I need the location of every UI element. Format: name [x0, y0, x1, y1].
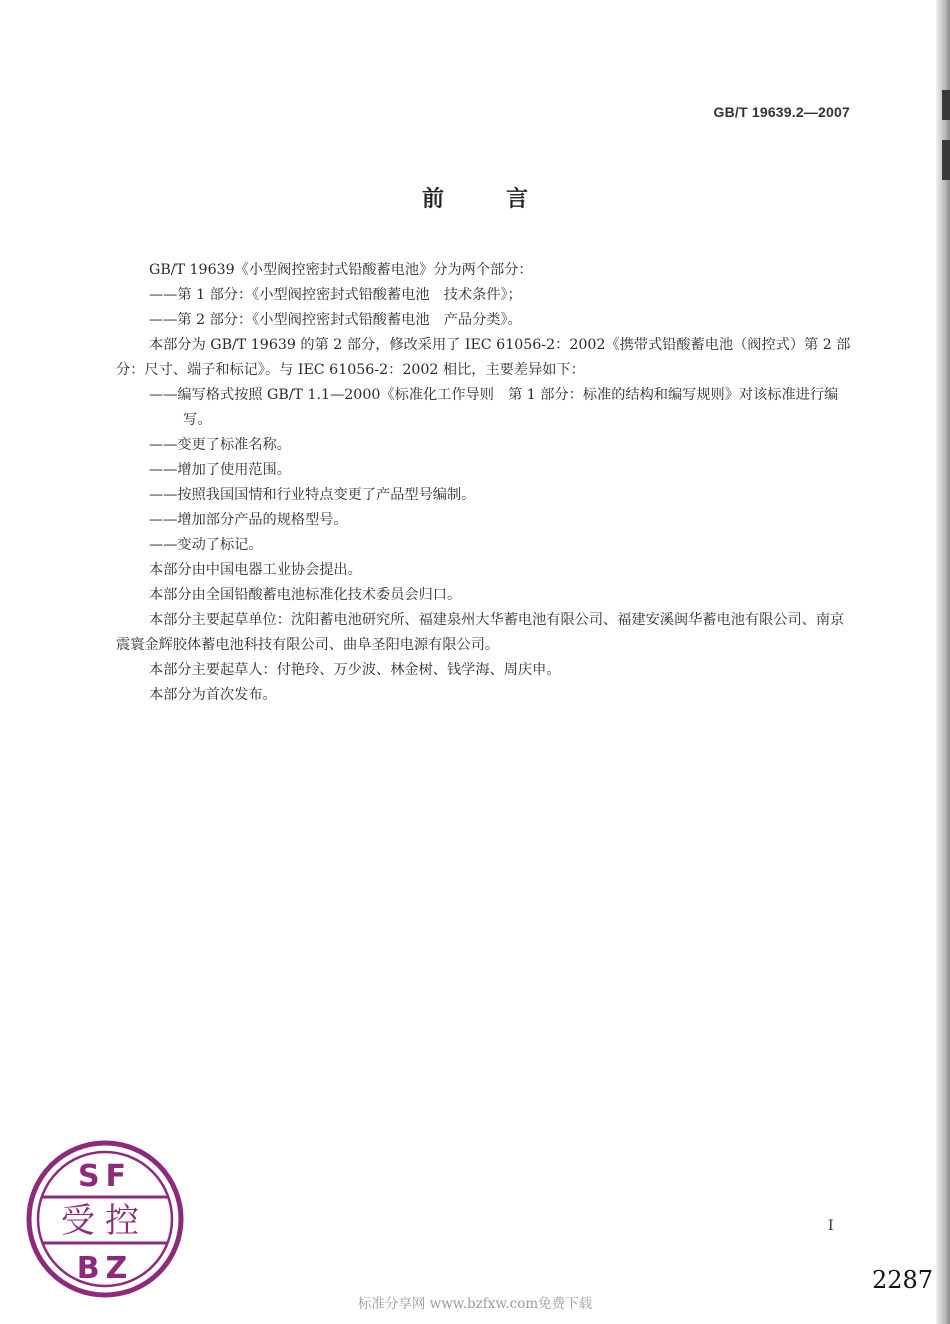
page-edge-mark — [942, 140, 950, 180]
paragraph: 本部分由全国铅酸蓄电池标准化技术委员会归口。 — [149, 587, 462, 603]
stamp-top-text: SF — [77, 1159, 133, 1194]
paragraph: GB/T 19639《小型阀控密封式铅酸蓄电池》分为两个部分： — [149, 262, 533, 278]
controlled-stamp — [26, 1140, 184, 1298]
page-number: 2287 — [872, 1266, 934, 1294]
standard-code: GB/T 19639.2—2007 — [713, 104, 850, 120]
stamp-middle-text: 受控 — [61, 1201, 149, 1241]
paragraph: 本部分为首次发布。 — [149, 687, 277, 703]
paragraph: 本部分主要起草人：付艳玲、万少波、林金树、钱学海、周庆申。 — [149, 662, 561, 678]
stamp-bottom-text: BZ — [76, 1251, 134, 1286]
paragraph: 本部分主要起草单位：沈阳蓄电池研究所、福建泉州大华蓄电池有限公司、福建安溪闽华蓄电池有限公司、南京震寰金辉胶体蓄电池科技有限公司、曲阜圣阳电源有限公司。 — [116, 612, 845, 653]
list-item: ——编写格式按照 GB/T 1.1—2000《标准化工作导则 第 1 部分：标准的结构和编写规则》对该标准进行编写。 — [149, 387, 839, 428]
footer-watermark-text: 标准分享网 www.bzfxw.com免费下载 — [357, 1296, 593, 1312]
document-body — [116, 258, 852, 708]
list-item: ——第 1 部分：《小型阀控密封式铅酸蓄电池 技术条件》； — [149, 287, 522, 303]
list-item: ——第 2 部分：《小型阀控密封式铅酸蓄电池 产品分类》。 — [149, 312, 522, 328]
list-item: ——变更了标准名称。 — [149, 437, 291, 453]
page-edge-mark — [942, 90, 950, 120]
list-item: ——按照我国国情和行业特点变更了产品型号编制。 — [149, 487, 476, 503]
paragraph: 本部分由中国电器工业协会提出。 — [149, 562, 362, 578]
list-item: ——增加部分产品的规格型号。 — [149, 512, 348, 528]
page-roman-numeral: I — [828, 1218, 834, 1234]
list-item: ——变动了标记。 — [149, 537, 263, 553]
page-title: 前言 — [421, 187, 590, 212]
list-item: ——增加了使用范围。 — [149, 462, 291, 478]
paragraph: 本部分为 GB/T 19639 的第 2 部分，修改采用了 IEC 61056-2：2002《携带式铅酸蓄电池（阀控式）第 2 部分：尺寸、端子和标记》。与 IEC 61056-2：2002 相比，主要差异如下： — [116, 337, 851, 378]
